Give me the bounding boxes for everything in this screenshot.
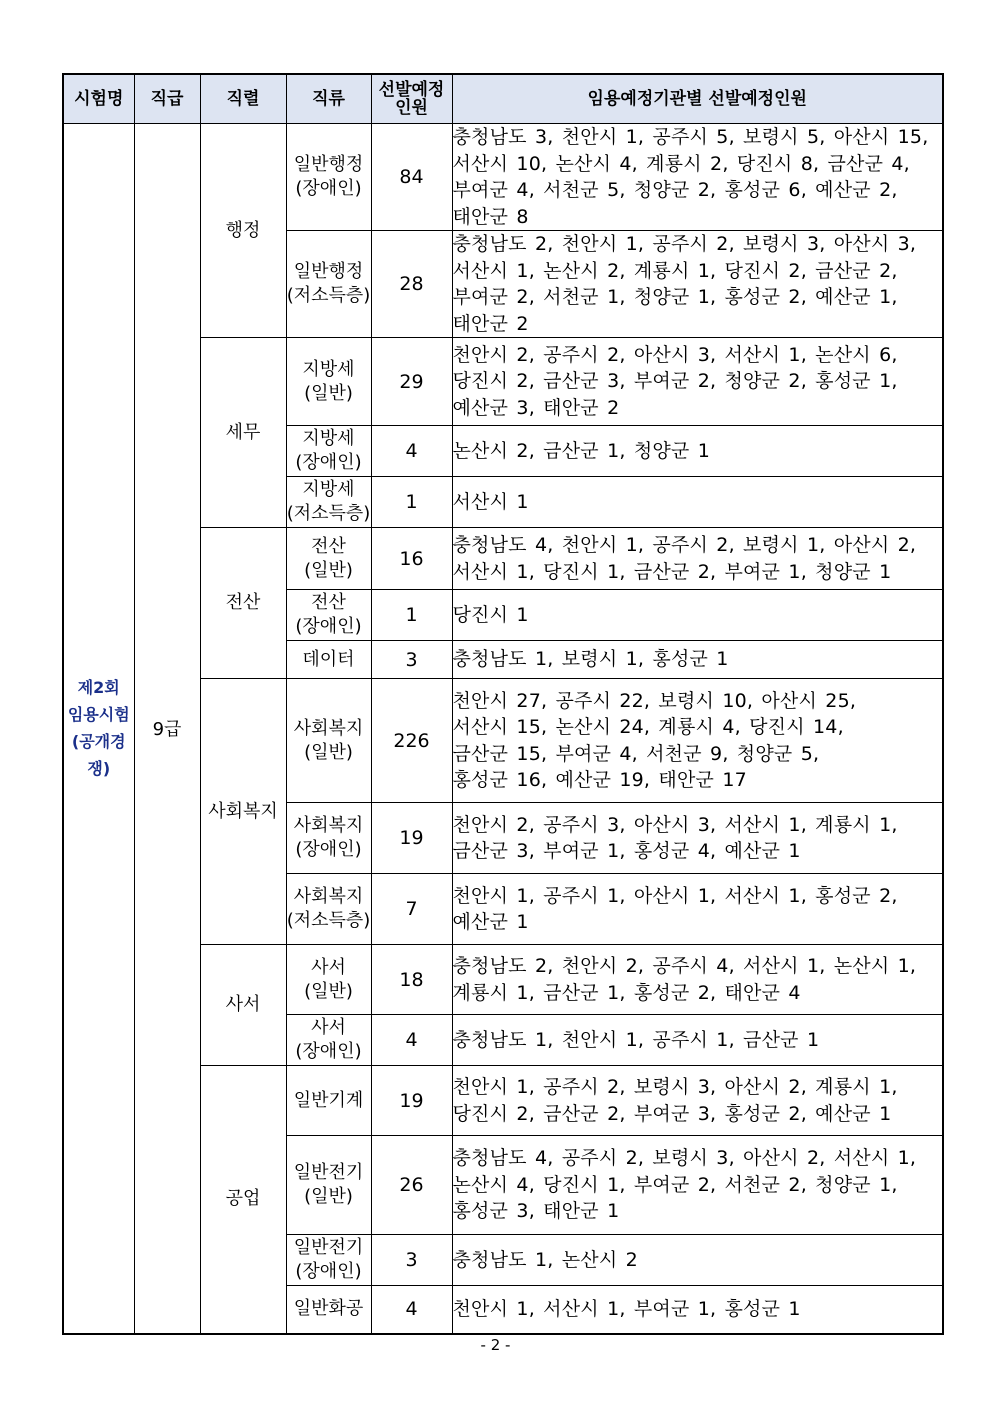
org-line: 태안군 2: [452, 312, 529, 335]
category-line2: (일반): [304, 980, 353, 1002]
org-cell: [452, 124, 943, 231]
org-line: 논산시 2, 금산군 1, 청양군 1: [452, 439, 711, 462]
org-line: 태안군 8: [452, 205, 529, 228]
header-planned: [371, 74, 452, 124]
category-line2: (장애인): [295, 839, 362, 860]
planned-count: 19: [371, 1066, 452, 1136]
planned-count: 3: [371, 641, 452, 679]
org-cell: [452, 803, 943, 874]
category-line2: (일반): [304, 741, 353, 763]
org-line: 서산시 10, 논산시 4, 계룡시 2, 당진시 8, 금산군 4,: [452, 152, 910, 175]
category-cell: [286, 231, 371, 338]
org-line: 서산시 15, 논산시 24, 계룡시 4, 당진시 14,: [452, 716, 844, 738]
category-line2: (저소득층): [286, 910, 371, 931]
planned-count: 19: [371, 803, 452, 874]
org-line: 천안시 1, 공주시 2, 보령시 3, 아산시 2, 계룡시 1,: [452, 1076, 898, 1098]
series-bokji: 사회복지: [200, 679, 286, 945]
planned-count: 28: [371, 231, 452, 338]
category-cell: [286, 590, 371, 641]
category-cell: 일반화공: [286, 1286, 371, 1334]
planned-count: 7: [371, 874, 452, 945]
org-cell: [452, 945, 943, 1015]
org-line: 금산군 15, 부여군 4, 서천군 9, 청양군 5,: [452, 742, 820, 765]
category-line1: 사회복지: [293, 717, 364, 739]
planned-count: 1: [371, 590, 452, 641]
header-org: 임용예정기관별 선발예정인원: [452, 74, 943, 124]
exam-line2: 임용시험: [67, 705, 130, 725]
recruitment-table: [62, 73, 944, 1335]
org-line: 논산시 4, 당진시 1, 부여군 2, 서천군 2, 청양군 1,: [452, 1173, 898, 1196]
org-line: 충청남도 1, 보령시 1, 홍성군 1: [452, 648, 729, 671]
category-line2: (장애인): [295, 616, 362, 637]
category-line2: (저소득층): [286, 503, 371, 524]
page-number: - 2 -: [480, 1336, 511, 1354]
org-line: 금산군 3, 부여군 1, 홍성군 4, 예산군 1: [452, 840, 801, 862]
org-cell: [452, 338, 943, 426]
category-cell: [286, 874, 371, 945]
series-semu: 세무: [200, 338, 286, 528]
org-line: 서산시 1: [452, 490, 529, 513]
series-saseo: 사서: [200, 945, 286, 1066]
header-rank: 직급: [134, 74, 200, 124]
planned-count: 18: [371, 945, 452, 1015]
org-line: 서산시 1, 논산시 2, 계룡시 1, 당진시 2, 금산군 2,: [452, 259, 898, 282]
category-line1: 지방세: [302, 428, 355, 449]
org-line: 당진시 2, 금산군 3, 부여군 2, 청양군 2, 홍성군 1,: [452, 370, 898, 393]
org-line: 부여군 2, 서천군 1, 청양군 1, 홍성군 2, 예산군 1,: [452, 286, 898, 308]
org-cell: [452, 528, 943, 590]
org-line: 천안시 1, 공주시 1, 아산시 1, 서산시 1, 홍성군 2,: [452, 884, 898, 907]
org-cell: [452, 590, 943, 641]
category-line2: (장애인): [295, 1261, 362, 1282]
category-line2: (장애인): [295, 452, 362, 473]
exam-line1: 제2회: [77, 678, 120, 698]
org-line: 당진시 2, 금산군 2, 부여군 3, 홍성군 2, 예산군 1: [452, 1102, 892, 1125]
series-gongeop: 공업: [200, 1066, 286, 1334]
org-line: 예산군 1: [452, 911, 529, 933]
org-line: 부여군 4, 서천군 5, 청양군 2, 홍성군 6, 예산군 2,: [452, 179, 898, 201]
org-cell: [452, 1066, 943, 1136]
org-line: 충청남도 1, 논산시 2: [452, 1248, 638, 1271]
org-cell: [452, 1235, 943, 1286]
org-line: 당진시 1: [452, 603, 529, 626]
planned-count: 4: [371, 426, 452, 477]
planned-count: 1: [371, 477, 452, 528]
header-exam: 시험명: [63, 74, 134, 124]
header-row: [63, 74, 943, 124]
category-cell: [286, 803, 371, 874]
org-line: 홍성군 3, 태안군 1: [452, 1200, 620, 1223]
category-line1: 지방세: [302, 479, 355, 500]
planned-count: 26: [371, 1136, 452, 1235]
category-cell: [286, 528, 371, 590]
category-line2: (저소득층): [286, 285, 371, 306]
category-line2: (장애인): [295, 1041, 362, 1062]
category-cell: [286, 426, 371, 477]
category-line1: 사서: [311, 1017, 346, 1038]
category-line1: 전산: [311, 535, 346, 557]
org-line: 예산군 3, 태안군 2: [452, 396, 620, 419]
category-line1: 일반행정: [293, 261, 364, 282]
org-cell: [452, 1286, 943, 1334]
org-line: 충청남도 4, 천안시 1, 공주시 2, 보령시 1, 아산시 2,: [452, 534, 917, 556]
rank-cell: 9급: [134, 124, 200, 1334]
category-line2: (일반): [304, 559, 353, 581]
org-cell: [452, 1015, 943, 1066]
category-cell: [286, 477, 371, 528]
org-cell: [452, 874, 943, 945]
planned-count: 3: [371, 1235, 452, 1286]
exam-name-cell: [63, 124, 134, 1334]
category-line1: 일반전기: [293, 1237, 364, 1258]
org-cell: [452, 477, 943, 528]
category-line1: 지방세: [302, 358, 355, 380]
planned-count: 4: [371, 1015, 452, 1066]
org-line: 천안시 2, 공주시 2, 아산시 3, 서산시 1, 논산시 6,: [452, 343, 898, 366]
header-category: 직류: [286, 74, 371, 124]
category-cell: [286, 945, 371, 1015]
planned-count: 84: [371, 124, 452, 231]
category-cell: [286, 338, 371, 426]
series-haengjeong: 행정: [200, 124, 286, 338]
category-line1: 일반전기: [293, 1162, 364, 1183]
org-cell: [452, 426, 943, 477]
category-line1: 사회복지: [293, 815, 364, 836]
org-line: 서산시 1, 당진시 1, 금산군 2, 부여군 1, 청양군 1: [452, 560, 892, 583]
category-line1: 사회복지: [293, 886, 364, 907]
org-line: 충청남도 1, 천안시 1, 공주시 1, 금산군 1: [452, 1028, 820, 1051]
category-cell: [286, 124, 371, 231]
category-line2: (일반): [304, 382, 353, 404]
category-cell: [286, 1015, 371, 1066]
category-line2: (일반): [304, 1186, 353, 1207]
org-cell: [452, 231, 943, 338]
org-line: 충청남도 3, 천안시 1, 공주시 5, 보령시 5, 아산시 15,: [452, 126, 929, 148]
category-cell: 일반기계: [286, 1066, 371, 1136]
org-line: 충청남도 2, 천안시 1, 공주시 2, 보령시 3, 아산시 3,: [452, 233, 917, 255]
category-cell: [286, 1136, 371, 1235]
header-planned-line2: 인원: [395, 98, 428, 118]
category-line1: 사서: [311, 956, 346, 978]
planned-count: 29: [371, 338, 452, 426]
org-line: 충청남도 2, 천안시 2, 공주시 4, 서산시 1, 논산시 1,: [452, 955, 917, 977]
org-line: 천안시 27, 공주시 22, 보령시 10, 아산시 25,: [452, 689, 857, 712]
planned-count: 226: [371, 679, 452, 803]
series-jeonsan: 전산: [200, 528, 286, 679]
org-line: 천안시 1, 서산시 1, 부여군 1, 홍성군 1: [452, 1298, 801, 1320]
header-planned-line1: 선발예정: [378, 80, 445, 100]
org-line: 충청남도 4, 공주시 2, 보령시 3, 아산시 2, 서산시 1,: [452, 1147, 917, 1170]
planned-count: 4: [371, 1286, 452, 1334]
planned-count: 16: [371, 528, 452, 590]
org-cell: [452, 641, 943, 679]
header-series: 직렬: [200, 74, 286, 124]
org-line: 홍성군 16, 예산군 19, 태안군 17: [452, 769, 747, 791]
org-line: 천안시 2, 공주시 3, 아산시 3, 서산시 1, 계룡시 1,: [452, 813, 898, 836]
org-cell: [452, 1136, 943, 1235]
category-line1: 전산: [311, 592, 346, 613]
org-cell: [452, 679, 943, 803]
exam-line3: (공개경쟁): [71, 732, 126, 779]
category-cell: 데이터: [286, 641, 371, 679]
category-cell: [286, 679, 371, 803]
category-line2: (장애인): [295, 178, 362, 199]
table-row: [63, 124, 943, 231]
category-line1: 일반행정: [293, 154, 364, 175]
org-line: 계룡시 1, 금산군 1, 홍성군 2, 태안군 4: [452, 981, 801, 1004]
category-cell: [286, 1235, 371, 1286]
